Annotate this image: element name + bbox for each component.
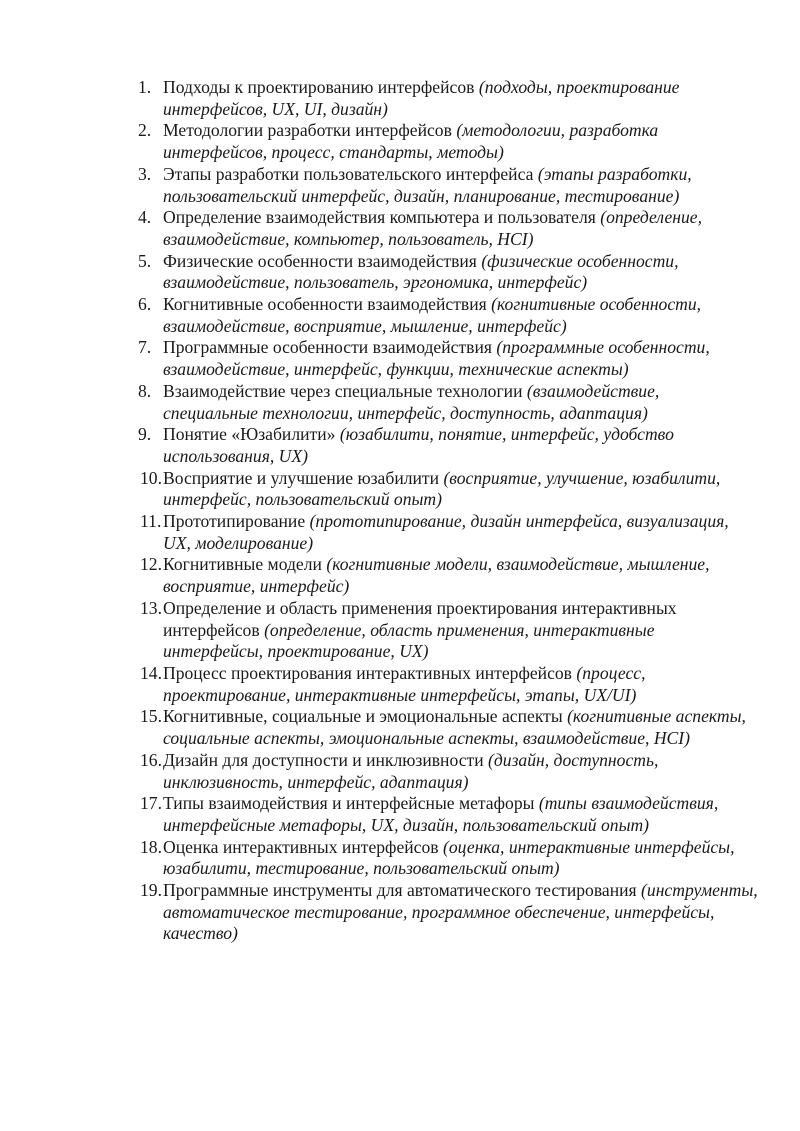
topic-keywords: (типы взаимодействия, интерфейсные метафоры, UX, дизайн, пользовательский опыт) bbox=[163, 793, 719, 835]
topic-item bbox=[138, 468, 758, 511]
topic-item bbox=[138, 337, 758, 380]
topic-keywords: (юзабилити, понятие, интерфейс, удобство использования, UX) bbox=[163, 424, 674, 466]
topic-item bbox=[138, 663, 758, 706]
topic-item bbox=[138, 77, 758, 120]
topic-title: Физические особенности взаимодействия bbox=[163, 250, 477, 271]
topic-title: Восприятие и улучшение юзабилити bbox=[163, 467, 440, 488]
topic-number: 10. bbox=[140, 467, 162, 488]
topic-number: 4. bbox=[138, 207, 152, 228]
topic-title: Этапы разработки пользовательского интерфейса bbox=[163, 163, 534, 184]
topic-keywords: (дизайн, доступность, инклюзивность, интерфейс, адаптация) bbox=[163, 749, 659, 792]
topic-item bbox=[138, 120, 758, 163]
topic-keywords: (подходы, проектирование интерфейсов, UX, UI, дизайн) bbox=[163, 77, 680, 119]
topic-title: Понятие «Юзабилити» bbox=[163, 424, 336, 445]
topic-keywords: (программные особенности, взаимодействие, интерфейс, функции, технические аспекты) bbox=[163, 337, 710, 380]
topic-number: 16. bbox=[140, 749, 162, 770]
topic-item bbox=[138, 381, 758, 424]
topic-number: 7. bbox=[138, 337, 152, 358]
topic-number: 14. bbox=[140, 662, 162, 683]
topic-number: 5. bbox=[138, 250, 152, 271]
topic-keywords: (когнитивные особенности, взаимодействие, восприятие, мышление, интерфейс) bbox=[163, 294, 702, 336]
topic-item bbox=[138, 424, 758, 467]
topic-number: 1. bbox=[138, 77, 152, 97]
topic-title: Методологии разработки интерфейсов bbox=[163, 120, 452, 141]
topic-keywords: (процесс, проектирование, интерактивные интерфейсы, этапы, UX/UI) bbox=[163, 662, 646, 705]
topic-keywords: (определение, взаимодействие, компьютер, пользователь, HCI) bbox=[163, 207, 702, 249]
topic-keywords: (физические особенности, взаимодействие, пользователь, эргономика, интерфейс) bbox=[163, 250, 679, 293]
topic-number: 18. bbox=[140, 836, 162, 857]
topic-title: Подходы к проектированию интерфейсов bbox=[163, 77, 475, 97]
topic-number: 17. bbox=[140, 793, 162, 814]
topic-title: Когнитивные особенности взаимодействия bbox=[163, 294, 487, 315]
topic-number: 12. bbox=[140, 554, 162, 575]
topic-keywords: (восприятие, улучшение, юзабилити, интерфейс, пользовательский опыт) bbox=[163, 467, 721, 510]
topic-title: Типы взаимодействия и интерфейсные метафоры bbox=[163, 793, 535, 814]
topic-item bbox=[138, 750, 758, 793]
topic-item bbox=[138, 880, 758, 945]
topic-keywords: (когнитивные модели, взаимодействие, мышление, восприятие, интерфейс) bbox=[163, 554, 710, 597]
topic-title: Когнитивные модели bbox=[163, 554, 322, 575]
topic-number: 9. bbox=[138, 424, 152, 445]
topic-number: 3. bbox=[138, 163, 152, 184]
topic-item bbox=[138, 164, 758, 207]
topic-title: Процесс проектирования интерактивных интерфейсов bbox=[163, 662, 572, 683]
topic-title: Взаимодействие через специальные технологии bbox=[163, 380, 523, 401]
topic-title: Оценка интерактивных интерфейсов bbox=[163, 836, 439, 857]
topic-item bbox=[138, 793, 758, 836]
topic-item bbox=[138, 207, 758, 250]
topic-number: 2. bbox=[138, 120, 152, 141]
topic-number: 6. bbox=[138, 294, 152, 315]
topic-title: Программные особенности взаимодействия bbox=[163, 337, 492, 358]
topic-keywords: (методологии, разработка интерфейсов, процесс, стандарты, методы) bbox=[163, 120, 659, 163]
topic-number: 19. bbox=[140, 880, 162, 901]
topic-keywords: (этапы разработки, пользовательский интерфейс, дизайн, планирование, тестирование) bbox=[163, 163, 692, 206]
topic-item bbox=[138, 251, 758, 294]
topic-number: 15. bbox=[140, 706, 162, 727]
topic-number: 8. bbox=[138, 380, 152, 401]
topic-keywords: (взаимодействие, специальные технологии, интерфейс, доступность, адаптация) bbox=[163, 380, 660, 423]
topic-item bbox=[138, 706, 758, 749]
topic-item bbox=[138, 554, 758, 597]
topic-number: 13. bbox=[140, 597, 162, 618]
topic-keywords: (инструменты, автоматическое тестирование, программное обеспечение, интерфейсы, качество) bbox=[163, 880, 758, 944]
topic-keywords: (оценка, интерактивные интерфейсы, юзабилити, тестирование, пользовательский опыт) bbox=[163, 836, 735, 879]
topic-keywords: (прототипирование, дизайн интерфейса, визуализация, UX, моделирование) bbox=[163, 511, 729, 553]
topic-title: Программные инструменты для автоматического тестирования bbox=[163, 880, 637, 901]
topic-keywords: (когнитивные аспекты, социальные аспекты, эмоциональные аспекты, взаимодействие, HCI) bbox=[163, 706, 746, 749]
topic-title: Прототипирование bbox=[163, 511, 306, 532]
topic-item bbox=[138, 511, 758, 554]
topic-list bbox=[138, 77, 758, 945]
topic-item bbox=[138, 294, 758, 337]
topic-number: 11. bbox=[140, 511, 162, 532]
topic-keywords: (определение, область применения, интерактивные интерфейсы, проектирование, UX) bbox=[163, 619, 655, 662]
topic-title: Когнитивные, социальные и эмоциональные аспекты bbox=[163, 706, 563, 727]
topic-title: Определение взаимодействия компьютера и пользователя bbox=[163, 207, 596, 228]
topic-item bbox=[138, 598, 758, 663]
topic-item bbox=[138, 837, 758, 880]
topic-title: Определение и область применения проектирования интерактивных интерфейсов bbox=[163, 597, 677, 640]
topic-title: Дизайн для доступности и инклюзивности bbox=[163, 749, 484, 770]
